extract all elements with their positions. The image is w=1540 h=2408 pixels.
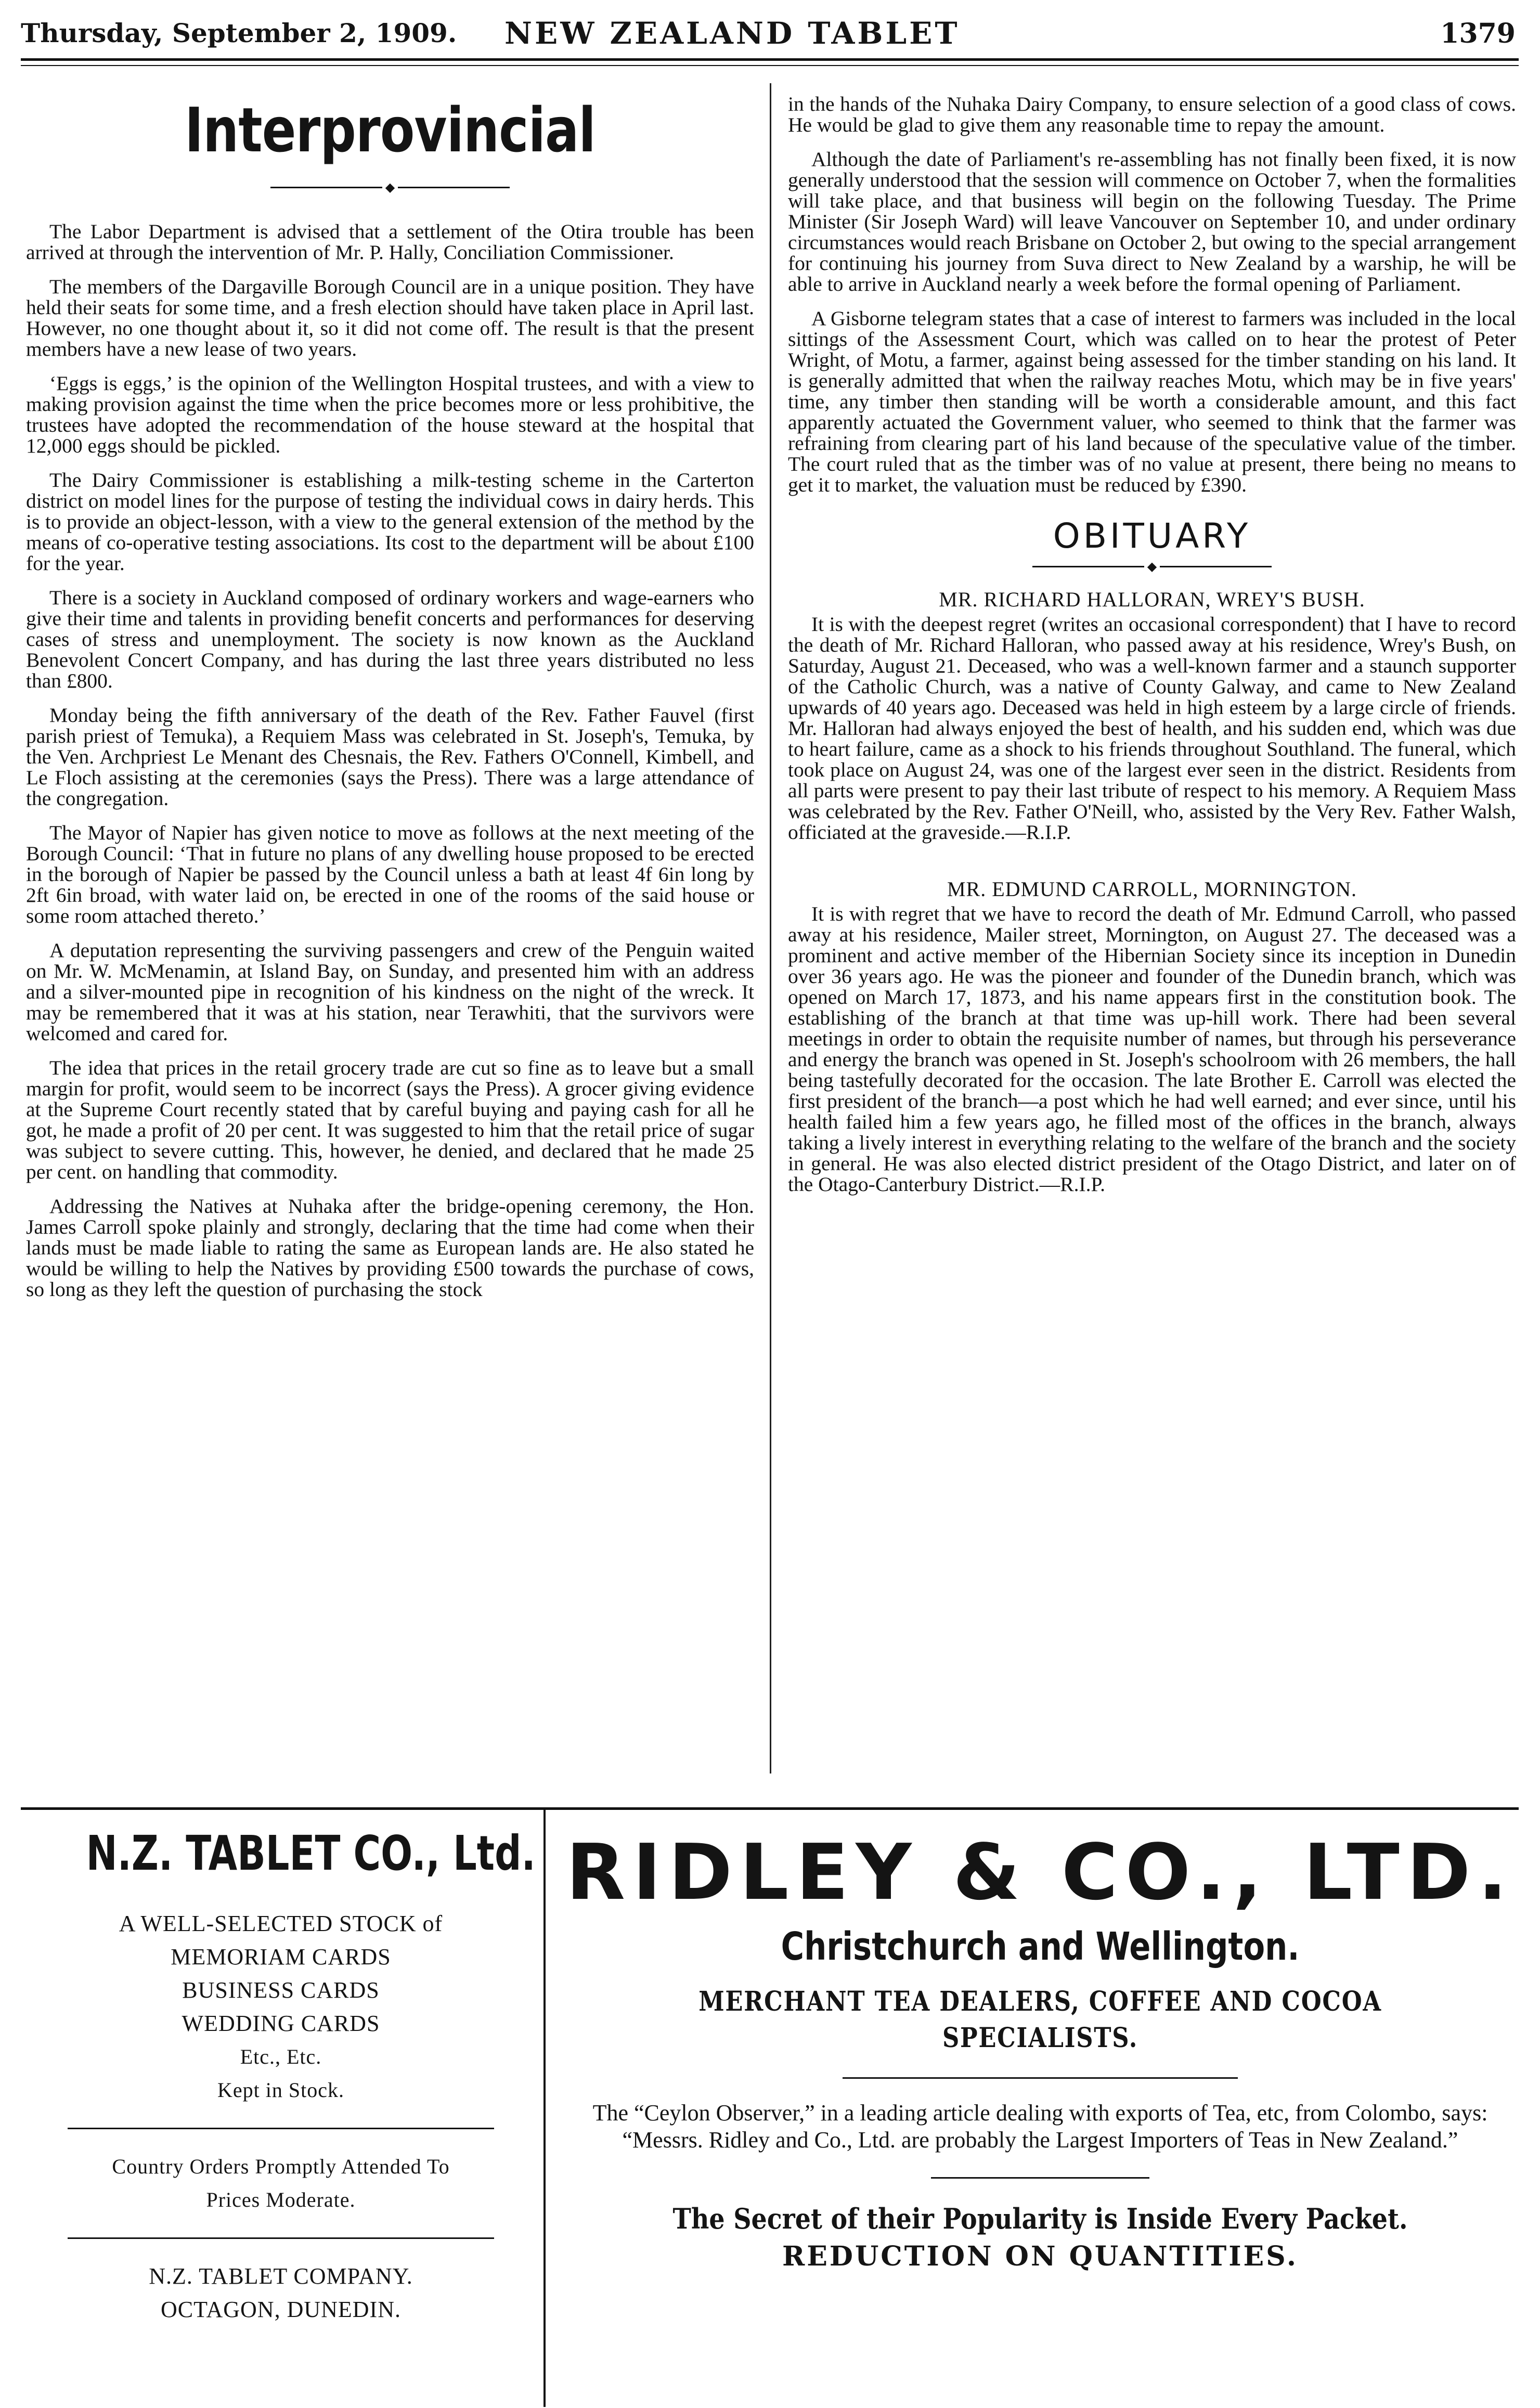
ad-line: Etc., Etc. [240, 2045, 322, 2068]
section-title-interprovincial: Interprovincial [185, 94, 596, 166]
diamond-icon: ◆ [1144, 559, 1160, 574]
news-paragraph: Although the date of Parliament's re-assembling has not finally been fixed, it is now generally understood that the session will commence on October 7, when the formalities will take place, and that business will begin on the following Tuesday. The Prime Minister (Sir Joseph Ward) will leave Vancouver on September 10, and under ordinary circumstances would reach Brisbane on October 2, but owing to the special arrangement for continuing his journey from Suva direct to New Zealand by a warship, he will be able to arrive in Auckland nearly a week before the formal opening of Parliament. [788, 148, 1516, 295]
ad-line: OCTAGON, DUNEDIN. [161, 2297, 401, 2322]
right-column [788, 94, 1516, 1773]
ad-ridley [559, 1828, 1521, 2272]
ad-merchant-line: MERCHANT TEA DEALERS, COFFEE AND COCOA [698, 1986, 1382, 2017]
page-number: 1379 [1440, 18, 1516, 49]
masthead: NEW ZEALAND TABLET [504, 16, 960, 51]
ad-rule [843, 2077, 1238, 2079]
ad-quote: The “Ceylon Observer,” in a leading article dealing with exports of Tea, etc, from Colombo, says: “Messrs. Ridley and Co., Ltd. are probably the Largest Importers of Teas in New Zealand.” [592, 2100, 1488, 2153]
ad-rule [931, 2177, 1149, 2179]
news-paragraph: ‘Eggs is eggs,’ is the opinion of the Wellington Hospital trustees, and with a view to making provision against the time when the price becomes more or less prohibitive, the trustees have adopted the recommendation of the house steward at the hospital that 12,000 eggs should be pickled. [26, 372, 754, 457]
news-paragraph: The Dairy Commissioner is establishing a milk-testing scheme in the Carterton district on model lines for the purpose of testing the individual cows in dairy herds. This is to provide an object-lesson, with a view to the general extension of the method by the means of co-operative testing associations. Its cost to the department will be about £100 for the year. [26, 469, 754, 575]
header-rule [21, 58, 1519, 66]
news-paragraph-continued: in the hands of the Nuhaka Dairy Company, to ensure selection of a good class of cows. He would be glad to give them any reasonable time to repay the amount. [788, 94, 1516, 136]
ad-line: WEDDING CARDS [182, 2011, 380, 2036]
news-paragraph: Addressing the Natives at Nuhaka after the bridge-opening ceremony, the Hon. James Carroll spoke plainly and strongly, declaring that the time had come when their lands must be made liable to rating the same as European lands are. He also stated he would be willing to help the Natives by providing £500 towards the purchase of cows, so long as they left the question of purchasing the stock [26, 1195, 754, 1301]
ad-line: A WELL-SELECTED STOCK of [119, 1911, 443, 1936]
ad-line: BUSINESS CARDS [182, 1977, 380, 2003]
ad-secret-line: The Secret of their Popularity is Inside Every Packet. [672, 2202, 1408, 2235]
ads-divider [543, 1809, 546, 2407]
ad-line: Kept in Stock. [217, 2078, 344, 2102]
news-paragraph: The members of the Dargaville Borough Council are in a unique position. They have held their seats for some time, and a fresh election should have taken place in April last. However, no one thought about it, so it did not come off. The result is that the present members have a new lease of two years. [26, 275, 754, 360]
news-paragraph: A Gisborne telegram states that a case of interest to farmers was included in the local sittings of the Assessment Court, which was called on to hear the protest of Peter Wright, of Motu, a farmer, against being assessed for the timber standing on his land. It is generally admitted that when the railway reaches Motu, which may be in five years' time, any timber then standing will be worth a considerable amount, and this fact apparently actuated the Government valuer, who seemed to think that the farmer was refraining from clearing part of his land because of the speculative value of the timber. The court ruled that as the timber was of no value at present, there being no means to get it to market, the valuation must be reduced by £390. [788, 307, 1516, 496]
left-column [26, 94, 754, 1773]
section-title-obituary: OBITUARY [1053, 516, 1251, 556]
ornament-divider [26, 180, 754, 195]
ad-merchant-line: SPECIALISTS. [942, 2022, 1138, 2054]
obituary-text: It is with the deepest regret (writes an occasional correspondent) that I have to record the death of Mr. Richard Halloran, who passed away at his residence, Wrey's Bush, on Saturday, August 21. Deceased, who was a well-known farmer and a staunch supporter of the Catholic Church, was a native of County Galway, and came to New Zealand upwards of 40 years ago. Deceased was held in high esteem by a large circle of friends. Mr. Halloran had always enjoyed the best of health, and his sudden end, which was due to heart failure, came as a shock to his friends throughout Southland. The funeral, which took place on August 24, was one of the largest ever seen in the district. Residents from all parts were present to pay their last tribute of respect to his memory. A Requiem Mass was celebrated by the Rev. Father O'Neill, who, assisted by the Very Rev. Father Walsh, officiated at the graveside.—R.I.P. [788, 613, 1516, 844]
news-paragraph: The idea that prices in the retail grocery trade are cut so fine as to leave but a small margin for profit, would seem to be incorrect (says the Press). A grocer giving evidence at the Supreme Court recently stated that by careful buying and paying cash for all he got, he made a profit of 20 per cent. It was suggested to him that the retail price of sugar was subject to severe cutting. This, however, he denied, and declared that he made 25 per cent. on handling that commodity. [26, 1056, 754, 1183]
news-paragraph: Monday being the fifth anniversary of the death of the Rev. Father Fauvel (first parish priest of Temuka), a Requiem Mass was celebrated in St. Joseph's, Temuka, by the Ven. Archpriest Le Menant des Chesnais, the Rev. Fathers O'Connell, Kimbell, and Le Floch assisting at the ceremonies (says the Press). There was a large attendance of the congregation. [26, 704, 754, 810]
ad-line: N.Z. TABLET COMPANY. [149, 2263, 413, 2289]
column-divider [770, 83, 771, 1773]
ad-nz-tablet [31, 1826, 536, 2326]
ad-line: Country Orders Promptly Attended To [112, 2155, 450, 2178]
ad-line: Prices Moderate. [206, 2188, 356, 2211]
news-paragraph: The Mayor of Napier has given notice to move as follows at the next meeting of the Borough Council: ‘That in future no plans of any dwelling house proposed to be erected in the borough of Napier be passed by the Council unless a bath at least 4f 6in long by 2ft 6in broad, with water laid on, be erected in one of the rooms of the said house or some room attached thereto.’ [26, 821, 754, 927]
ad-company-name: RIDLEY & CO., LTD. [566, 1828, 1515, 1917]
ad-rule [68, 2237, 494, 2239]
ornament-divider [788, 561, 1516, 572]
news-paragraph: A deputation representing the surviving passengers and crew of the Penguin waited on Mr. W. McMenamin, at Island Bay, on Sunday, and presented him with an address and a silver-mounted pipe in recognition of his kindness on the night of the wreck. It may be remembered that it was at his station, near Terawhiti, that the survivors were welcomed and cared for. [26, 939, 754, 1045]
diamond-icon: ◆ [382, 180, 398, 195]
page-header [21, 15, 1519, 56]
issue-date: Thursday, September 2, 1909. [21, 18, 457, 48]
ad-rule [68, 2128, 494, 2129]
ad-line: MEMORIAM CARDS [171, 1944, 391, 1970]
obituary-heading: MR. RICHARD HALLORAN, WREY'S BUSH. [939, 588, 1365, 611]
ad-cities: Christchurch and Wellington. [781, 1924, 1300, 1969]
news-paragraph: There is a society in Auckland composed of ordinary workers and wage-earners who give their time and talents in providing benefit concerts and performances for deserving cases of stress and unemployment. The society is now known as the Auckland Benevolent Concert Company, and has during the last three years distributed no less than £800. [26, 586, 754, 692]
ads-rule [21, 1807, 1519, 1810]
obituary-text: It is with regret that we have to record the death of Mr. Edmund Carroll, who passed away at his residence, Mailer street, Mornington, on August 27. The deceased was a prominent and active member of the Hibernian Society since its inception in Dunedin over 36 years ago. He was the pioneer and founder of the Dunedin branch, which was opened on March 17, 1873, and his name appears first in the constitution book. The establishing of the branch at that time was up-hill work. There had been several meetings in order to obtain the requisite number of names, but through his perseverance and energy the branch was opened in St. Joseph's schoolroom with 26 members, the hall being tastefully decorated for the occasion. The late Brother E. Carroll was elected the first president of the branch—a post which he had well earned; and ever since, until his health failed him a few years ago, he filled most of the offices in the branch, always taking a lively interest in everything relating to the welfare of the branch and the society in general. He was also elected district president of the Otago District, and later on of the Otago-Canterbury District.—R.I.P. [788, 902, 1516, 1196]
obituary-heading: MR. EDMUND CARROLL, MORNINGTON. [947, 877, 1357, 901]
ad-title: N.Z. TABLET CO., Ltd. [86, 1826, 536, 1881]
ad-reduction-line: REDUCTION ON QUANTITIES. [782, 2241, 1298, 2272]
news-paragraph: The Labor Department is advised that a settlement of the Otira trouble has been arrived at through the intervention of Mr. P. Hally, Conciliation Commissioner. [26, 220, 754, 264]
